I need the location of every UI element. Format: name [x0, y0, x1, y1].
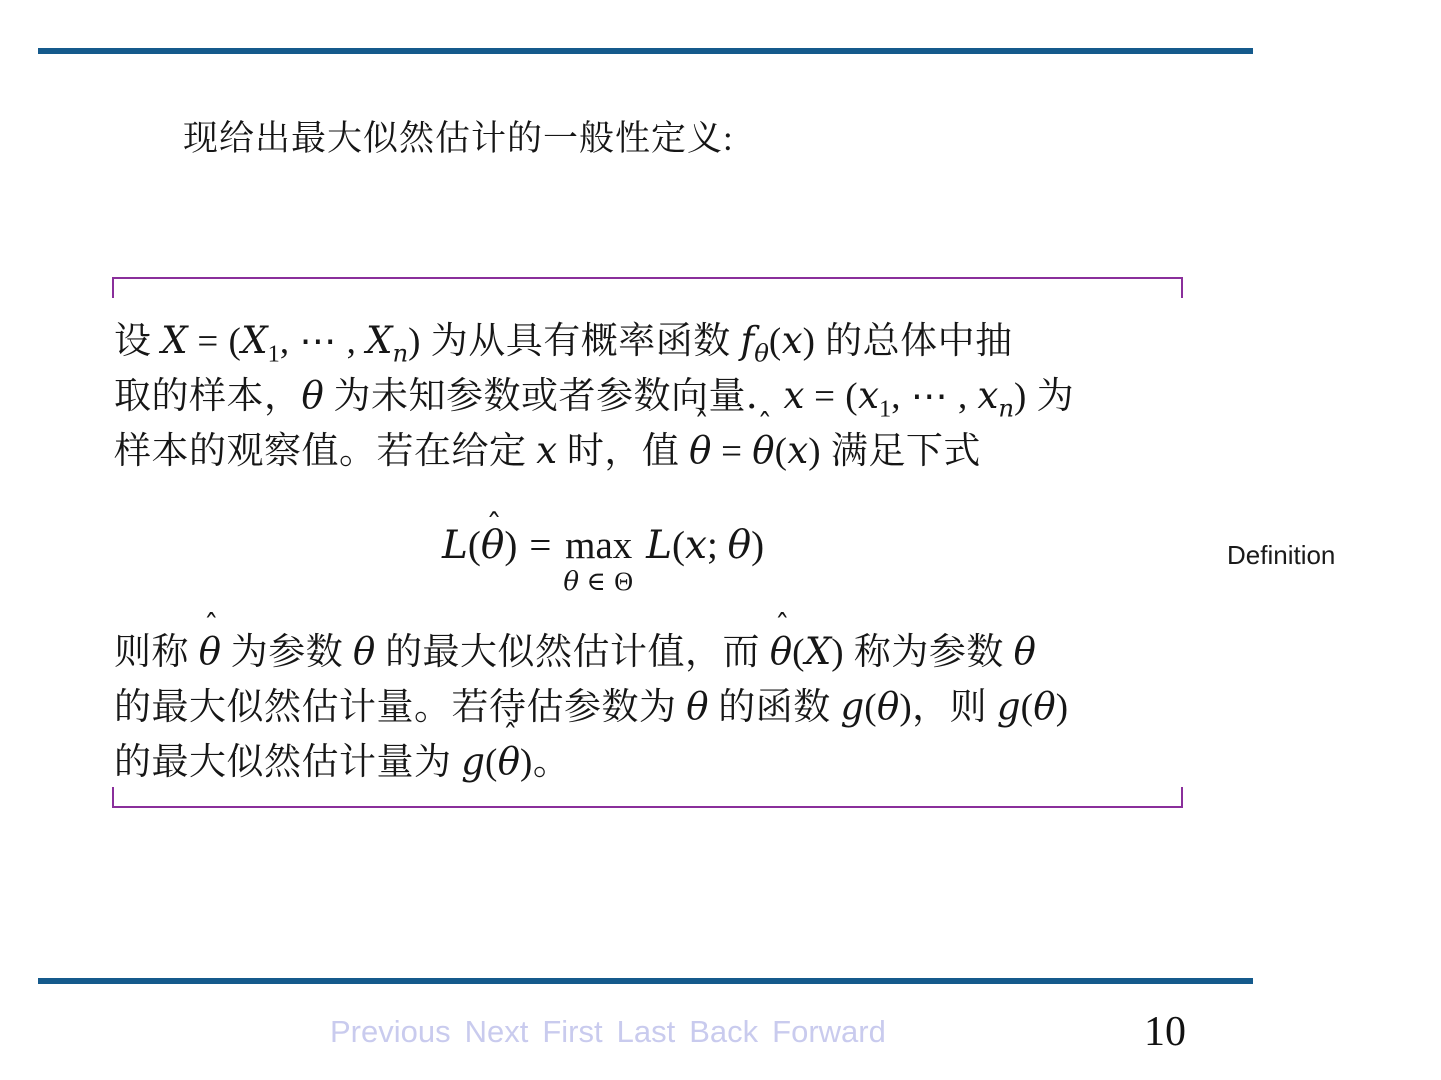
formula-lhs: L(θ ˆ): [442, 523, 517, 568]
formula-equals: =: [529, 524, 552, 567]
definition-paragraph-2: [114, 624, 1069, 789]
nav-back-link[interactable]: Back: [689, 1014, 759, 1049]
definition-text-line: 的最大似然估计量为 g(θ ˆ)。: [114, 734, 1069, 789]
nav-last-link[interactable]: Last: [616, 1014, 676, 1049]
page-number: 10: [1144, 1009, 1186, 1055]
nav-next-link[interactable]: Next: [464, 1014, 529, 1049]
top-rule: [38, 48, 1253, 54]
definition-box: [112, 277, 1183, 808]
formula-rhs: L(x; θ): [646, 523, 765, 568]
definition-text-line: 取的样本，θ 为未知参数或者参数向量．$x = (x_1$, ⋯ , $x_n$) 为: [114, 374, 1075, 423]
definition-box-border-bottom: [112, 806, 1183, 808]
definition-text-line: 则称 θ ˆ 为参数 θ 的最大似然估计值，而 θ ˆ(X) 称为参数 θ: [114, 624, 1069, 679]
nav-forward-link[interactable]: Forward: [772, 1014, 886, 1049]
likelihood-formula: [442, 523, 764, 595]
max-operator: [563, 526, 634, 595]
definition-box-border-top: [112, 277, 1183, 279]
box-corner-tick-bottom-left: [112, 787, 114, 808]
max-operator-limits: θ ∈ Θ: [563, 566, 635, 597]
box-corner-tick-top-right: [1181, 277, 1183, 298]
definition-text-line: 设 $X = (X_1$, ⋯ , $X_n$) 为从具有概率函数 $f_\theta(x)$ 的总体中抽: [114, 319, 1013, 368]
slide-heading: 现给出最大似然估计的一般性定义:: [183, 119, 734, 158]
box-corner-tick-top-left: [112, 277, 114, 298]
footer-navigation: [330, 1014, 886, 1050]
nav-previous-link[interactable]: Previous: [330, 1014, 451, 1049]
nav-first-link[interactable]: First: [542, 1014, 603, 1049]
max-operator-name: max: [565, 524, 633, 567]
definition-paragraph-1: [114, 313, 1074, 478]
bottom-rule: [38, 978, 1253, 984]
definition-text-line: 的最大似然估计量。若待估参数为 θ 的函数 g(θ)，则 g(θ): [114, 685, 1069, 728]
definition-label: Definition: [1227, 540, 1336, 570]
box-corner-tick-bottom-right: [1181, 787, 1183, 808]
definition-text-line: 样本的观察值。若在给定 x 时，值 θ ˆ = θ ˆ(x) 满足下式: [114, 423, 1074, 478]
